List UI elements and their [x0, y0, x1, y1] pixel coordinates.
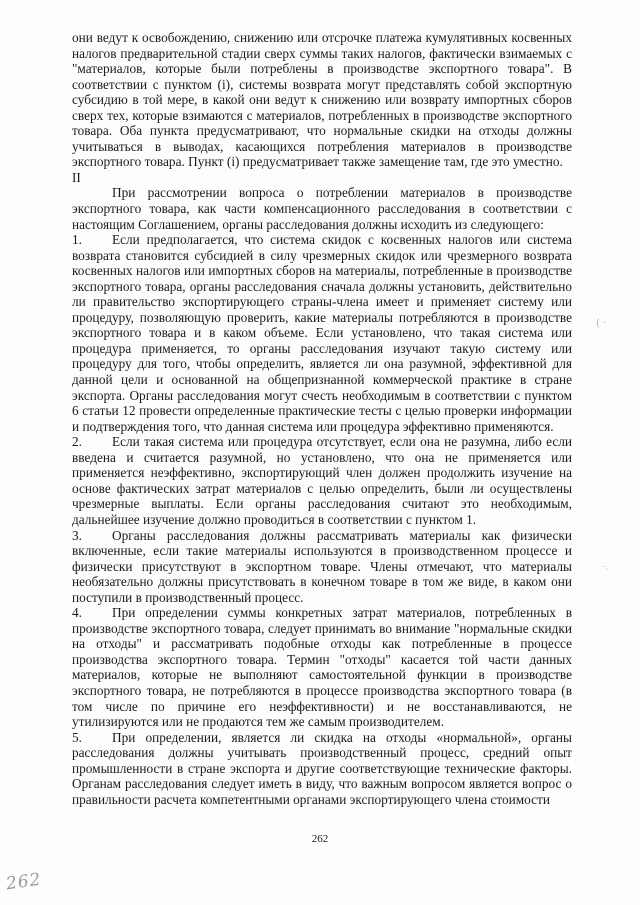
item-text: Органы расследования должны рассматривать материалы как физически включенные, если такие материалы используются в производственном процессе и физически присутствуют в экспортном товаре. Члены отмечают, что материалы необязательно должны присутствовать в конечном товаре в том же виде, в каком они поступили в производственный процесс.: [72, 527, 572, 605]
margin-scan-mark: ( ·: [596, 318, 607, 329]
list-item: [72, 605, 572, 729]
list-item: [72, 730, 572, 808]
item-number: 5.: [72, 729, 82, 745]
document-body: [72, 30, 572, 807]
list-item: [72, 232, 572, 434]
list-item: [72, 528, 572, 606]
handwritten-page-note: 262: [4, 869, 43, 895]
item-text: При определении суммы конкретных затрат материалов, потребленных в производстве экспортного товара, следует принимать во внимание "нормальные скидки на отходы" и рассматривать подобные отходы как потребленные в процессе производства экспортного товара. Термин "отходы" касается той части данных материалов, которые не выполняют самостоятельной функции в производстве экспортного товара, не потребляются в процессе производства экспортного товара (в том числе по причине его неэффективности) и не восстанавливаются, не утилизируются или не продаются тем же самым производителем.: [72, 605, 572, 730]
item-text: При определении, является ли скидка на отходы «нормальной», органы расследования должны учитывать производственный процесс, средний опыт промышленности в стране экспорта и другие соответствующие технические факторы. Органам расследования следует иметь в виду, что важным вопросом является вопрос о правильности расчета компетентными органами экспортирующего члена стоимости: [72, 729, 572, 807]
item-number: 3.: [72, 527, 82, 543]
item-number: 4.: [72, 605, 82, 621]
item-text: Если предполагается, что система скидок с косвенных налогов или система возврата становится субсидией в силу чрезмерных скидок или чрезмерного возврата косвенных налогов или импортных сборов на материалы, потребленные в производстве экспортного товара, органы расследования сначала должны установить, действительно ли правительство экспортирующего страны-члена имеет и применяет систему или процедуру, позволяющую проверить, какие материалы потребляются в производстве экспортного товара и в каком объеме. Если установлено, что такая система или процедура применяется, то органы расследования изучают такую систему или процедуру для того, чтобы определить, является ли она разумной, эффективной для данной цели и основанной на общепризнанной коммерческой практике в стране экспорта. Органы расследования могут счесть необходимым в соответствии с пунктом 6 статьи 12 провести определенные практические тесты с целью проверки информации и подтверждения того, что данная система или процедура эффективно применяются.: [72, 232, 572, 434]
item-number: 2.: [72, 434, 82, 450]
list-item: [72, 434, 572, 527]
section-heading: II: [72, 169, 81, 185]
item-text: Если такая система или процедура отсутствует, если она не разумна, либо если введена и считается разумной, но установлено, что она не применяется или применяется неэффективно, экспортирующий член должен продолжить изучение на основе фактических затрат материалов с целью определить, были ли осуществлены чрезмерные выплаты. Если органы расследования считают это необходимым, дальнейшее изучение должно проводиться в соответствии с пунктом 1.: [72, 434, 572, 527]
margin-scan-mark: ·.: [602, 562, 609, 573]
paragraph-continuation: они ведут к освобождению, снижению или отсрочке платежа кумулятивных косвенных налогов предварительной стадии сверх суммы таких налогов, фактически взимаемых с "материалов, которые были потреблены в производстве экспортного товара". В соответствии с пунктом (i), системы возврата могут представлять собой экспортную субсидию в той мере, в какой они ведут к снижению или возврату импортных сборов сверх тех, которые взимаются с материалов, потребленных в производстве экспортного товара. Оба пункта предусматривают, что нормальные скидки на отходы должны учитываться в выводах, касающихся потребления материалов в производстве экспортного товара. Пункт (i) предусматривает также замещение там, где это уместно.: [72, 30, 572, 170]
item-number: 1.: [72, 232, 82, 248]
page-number: 262: [311, 833, 329, 845]
paragraph-intro: При рассмотрении вопроса о потреблении материалов в производстве экспортного товара, как части компенсационного расследования в соответствии с настоящим Соглашением, органы расследования должны исходить из следующего:: [72, 185, 572, 232]
